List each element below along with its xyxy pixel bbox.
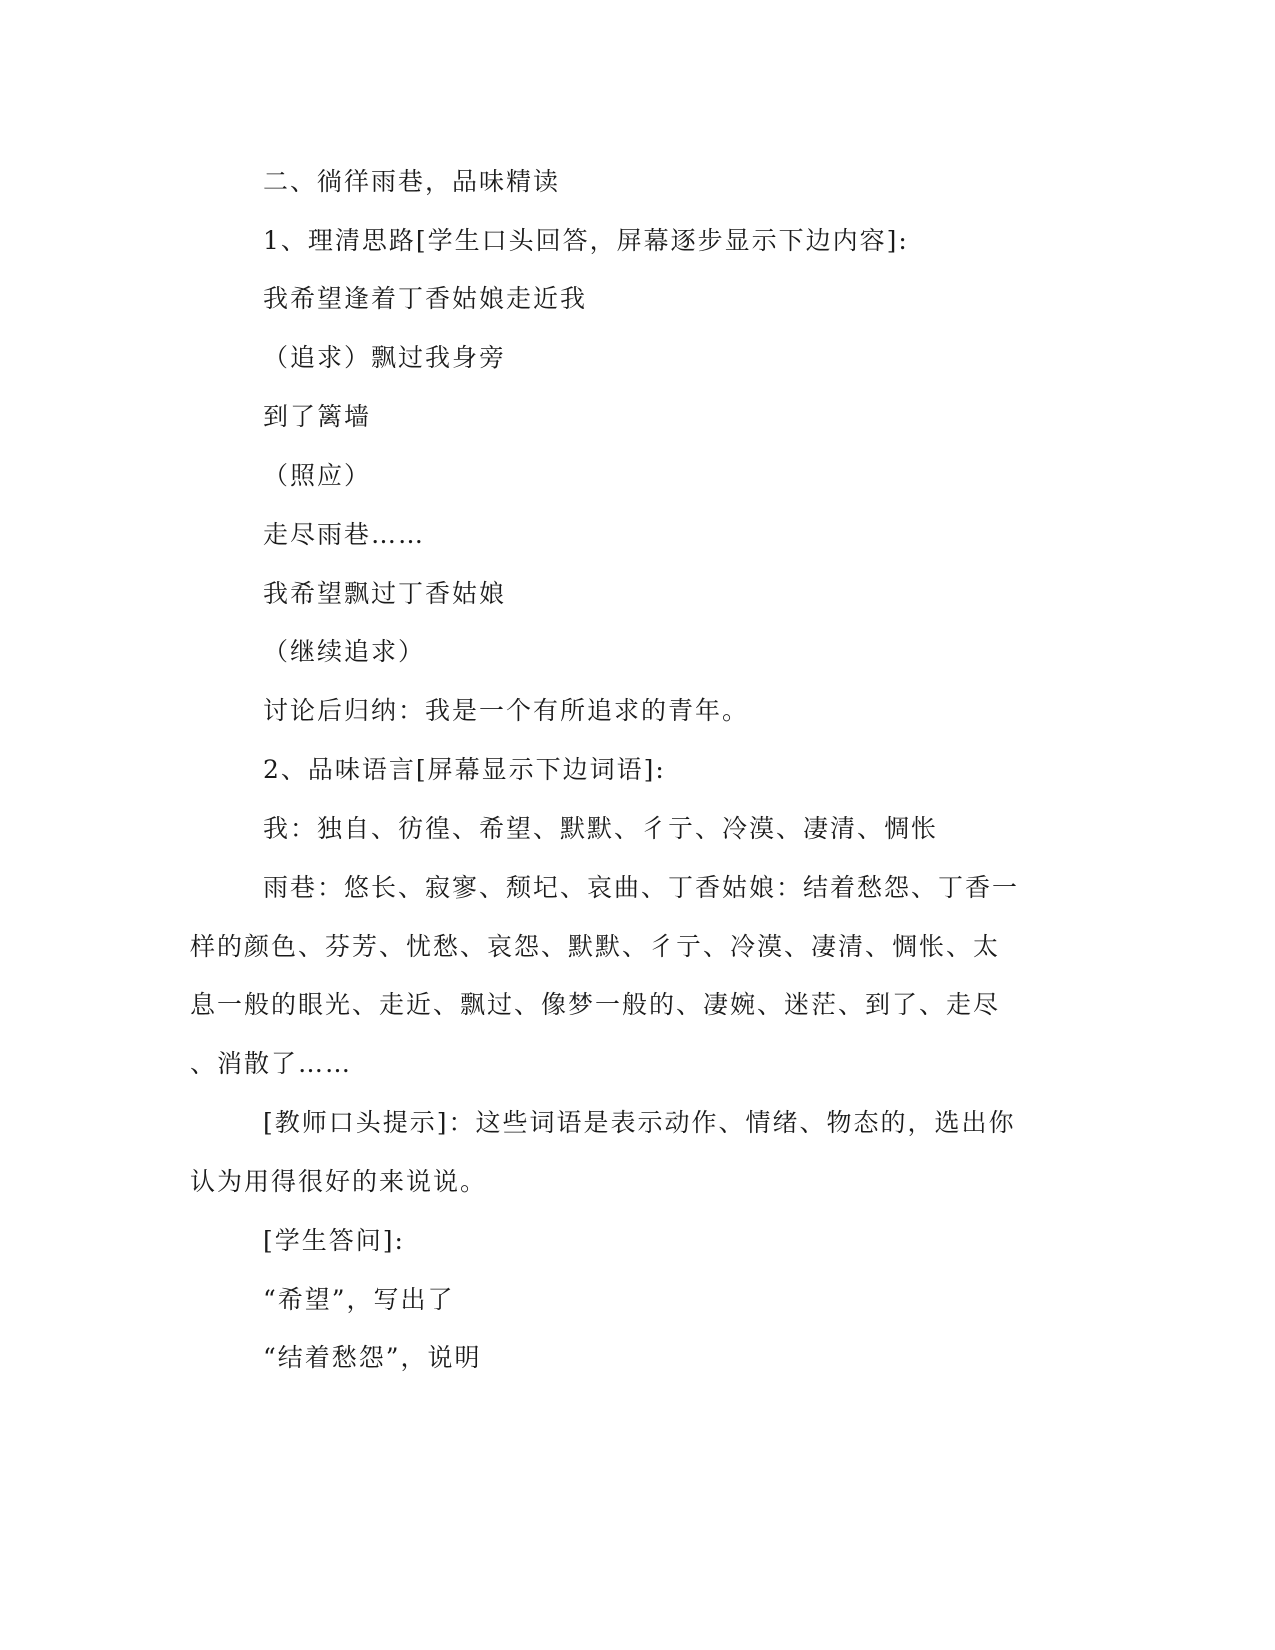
- text-line: 息一般的眼光、走近、飘过、像梦一般的、凄婉、迷茫、到了、走尽: [190, 990, 1001, 1019]
- text-line: 我希望飘过丁香姑娘: [263, 579, 507, 608]
- text-line: [学生答问]:: [263, 1226, 405, 1255]
- text-line: 到了篱墙: [263, 402, 372, 431]
- text-line: 我希望逢着丁香姑娘走近我: [263, 284, 588, 313]
- step-heading-1: 1、理清思路[学生口头回答，屏幕逐步显示下边内容]:: [263, 226, 909, 255]
- text-line: 雨巷：悠长、寂寥、颓圮、哀曲、丁香姑娘：结着愁怨、丁香一: [263, 873, 1020, 902]
- text-line: “希望”，写出了: [263, 1285, 455, 1314]
- step-heading-2: 2、品味语言[屏幕显示下边词语]:: [263, 755, 666, 784]
- text-line: 认为用得很好的来说说。: [190, 1167, 488, 1196]
- text-line: 、消散了……: [190, 1049, 353, 1078]
- text-line: 样的颜色、芬芳、忧愁、哀怨、默默、彳亍、冷漠、凄清、惆怅、太: [190, 932, 1001, 961]
- text-line: [教师口头提示]：这些词语是表示动作、情绪、物态的，选出你: [263, 1108, 1016, 1137]
- text-line: （照应）: [263, 461, 372, 490]
- section-heading: 二、徜徉雨巷，品味精读: [263, 167, 561, 196]
- text-line: （追求）飘过我身旁: [263, 343, 507, 372]
- text-line: “结着愁怨”，说明: [263, 1343, 482, 1372]
- text-line: 我：独自、彷徨、希望、默默、彳亍、冷漠、凄清、惆怅: [263, 814, 939, 843]
- text-line: 讨论后归纳：我是一个有所追求的青年。: [263, 696, 750, 725]
- text-line: （继续追求）: [263, 637, 426, 666]
- text-line: 走尽雨巷……: [263, 520, 426, 549]
